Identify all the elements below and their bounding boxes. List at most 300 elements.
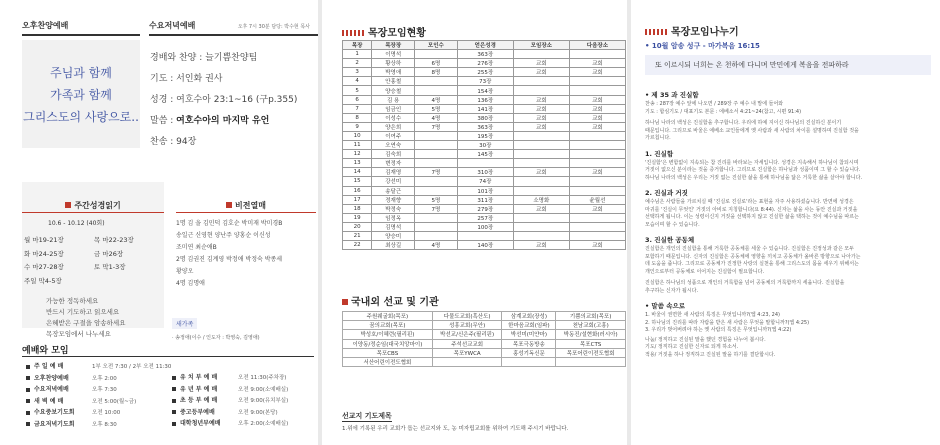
table-cell: 101장 xyxy=(457,186,513,195)
table-cell: 기쁨의교회(목포) xyxy=(556,312,626,321)
bullet-icon xyxy=(172,422,176,426)
table-cell xyxy=(569,50,625,59)
table-cell: 임정옥 xyxy=(372,213,415,222)
table-cell: 오연숙 xyxy=(372,141,415,150)
table-row xyxy=(343,204,626,213)
worship-list-right xyxy=(172,372,317,430)
lesson-body xyxy=(645,84,931,359)
table-cell: 7 xyxy=(343,104,372,113)
lesson-line: 개인으로부터 공동체로 이어지는 진실함이 필요합니다. xyxy=(645,268,765,275)
header-row xyxy=(22,20,318,36)
table-cell: 교회 xyxy=(569,95,625,104)
table-cell: 교회 xyxy=(569,204,625,213)
table-cell: 정재향 xyxy=(372,195,415,204)
lesson-line: 포함하기 때문입니다. 신자의 진실함은 공동체에 영향을 끼치고 공동체가 올바른 방향으로 나아가는 xyxy=(645,253,861,260)
table-cell xyxy=(415,213,458,222)
bullet-icon xyxy=(26,388,30,392)
table-cell: 한마음교회(임파) xyxy=(502,321,556,330)
table-cell xyxy=(415,177,458,186)
table-cell: 변정자 xyxy=(372,159,415,168)
table-row xyxy=(343,113,626,122)
table-row xyxy=(343,231,626,240)
bible-reading-title: 주간성경읽기 xyxy=(22,200,164,211)
table-cell: 6 xyxy=(343,95,372,104)
table-cell: 박선미(미얀마) xyxy=(502,330,556,339)
table-cell: 7명 xyxy=(415,122,458,131)
worship-list-left xyxy=(26,361,176,430)
table-cell: 20 xyxy=(343,222,372,231)
table-cell: 이양동/정순임(대국치앙마이) xyxy=(343,339,433,348)
lesson-line: 진실함은 하나님의 성품으로 개인의 거룩함을 넘어 공동체의 거룩함까지 세웁니다. 진실함을 xyxy=(645,280,845,286)
table-cell: 18 xyxy=(343,204,372,213)
lesson-line: 2. 하나님의 진리를 따라 자람을 받은 새 사람은 무엇을 말합니까?(엡 4:25) xyxy=(645,319,810,326)
table-cell: 22 xyxy=(343,241,372,250)
worship-row: 유 년 부 예 배 오전 9:00(소예배실) xyxy=(172,384,317,396)
table-cell xyxy=(415,159,458,168)
table-cell: 꿈의교회(목포) xyxy=(343,321,433,330)
table-cell: 13 xyxy=(343,159,372,168)
table-row xyxy=(343,150,626,159)
table-cell: 교회 xyxy=(569,68,625,77)
table-cell: 양은희 xyxy=(372,122,415,131)
table-cell xyxy=(513,186,569,195)
table-cell: 257장 xyxy=(457,213,513,222)
table-cell xyxy=(415,231,458,240)
table-cell: 김숙희 xyxy=(372,150,415,159)
memory-verse-ref: • 10월 암송 성구 - 마가복음 16:15 xyxy=(645,42,760,50)
table-cell: 3 xyxy=(343,68,372,77)
table-cell: 5 xyxy=(343,86,372,95)
lesson-line: '진실함'은 변함없이 지속되는 참 진리를 바라보는 자세입니다. 성경은 지속해서 하나님이 참되시며 xyxy=(645,159,859,166)
table-row xyxy=(343,104,626,113)
table-cell xyxy=(415,222,458,231)
new-family-box xyxy=(172,318,315,341)
table-cell: 14 xyxy=(343,168,372,177)
lesson-text xyxy=(645,199,931,229)
theme-line: 그리스도의 사랑으로.. xyxy=(23,110,139,124)
stripe-icon xyxy=(342,30,364,36)
table-cell xyxy=(513,222,569,231)
table-row xyxy=(343,213,626,222)
table-cell: 136장 xyxy=(457,95,513,104)
table-row xyxy=(343,68,626,77)
worship-row: 오후찬양예배 오후 2:00 xyxy=(26,373,176,385)
table-cell xyxy=(569,231,625,240)
table-cell: 윤월선 xyxy=(569,195,625,204)
table-cell xyxy=(569,86,625,95)
table-cell xyxy=(513,141,569,150)
bullet-icon xyxy=(172,399,176,403)
table-header-cell: 모임장소 xyxy=(513,41,569,50)
table-cell: 255장 xyxy=(457,68,513,77)
worship-row: 유 치 부 예 배 오전 11:30(주차장) xyxy=(172,372,317,384)
table-cell: 73장 xyxy=(457,77,513,86)
table-row xyxy=(343,357,626,366)
table-cell: 5명 xyxy=(415,104,458,113)
lesson-line: 가르칩니다. xyxy=(645,135,671,141)
table-cell: 교회 xyxy=(513,104,569,113)
panel-groups xyxy=(322,0,627,445)
table-cell: 8명 xyxy=(415,68,458,77)
table-cell: 교회 xyxy=(513,241,569,250)
worship-row: 주 일 예 배 1부 오전 7:30 / 2부 오전 11:30 xyxy=(26,361,176,373)
table-cell: 교회 xyxy=(513,68,569,77)
table-row xyxy=(343,95,626,104)
table-cell: 임금인 xyxy=(372,104,415,113)
table-cell: 10 xyxy=(343,131,372,140)
table-cell: 송달근 xyxy=(372,186,415,195)
table-cell xyxy=(502,357,556,366)
table-cell: 교회 xyxy=(513,113,569,122)
table-cell xyxy=(415,141,458,150)
table-cell: 145장 xyxy=(457,150,513,159)
panel-worship xyxy=(0,0,318,445)
table-cell xyxy=(569,177,625,186)
table-row xyxy=(343,122,626,131)
table-cell: 교회 xyxy=(569,113,625,122)
table-cell: 140장 xyxy=(457,241,513,250)
table-cell: 다물도교회(흑산도) xyxy=(432,312,502,321)
table-cell: 성흥교회(무안) xyxy=(432,321,502,330)
table-cell: 363장 xyxy=(457,50,513,59)
group-status-table xyxy=(342,40,626,250)
table-header-row xyxy=(343,41,626,50)
worship-row: 대학청년부예배 오후 2:00(소예배실) xyxy=(172,418,317,430)
table-row xyxy=(343,159,626,168)
lesson-text xyxy=(645,160,931,183)
table-row xyxy=(343,131,626,140)
bullet-icon xyxy=(26,365,30,369)
table-cell: 목포극동방송 xyxy=(502,339,556,348)
table-cell: 소명화 xyxy=(513,195,569,204)
table-row xyxy=(343,348,626,357)
table-row xyxy=(343,222,626,231)
header-divider xyxy=(149,34,318,36)
table-cell: 17 xyxy=(343,195,372,204)
table-cell: 11 xyxy=(343,141,372,150)
table-cell: 363장 xyxy=(457,122,513,131)
square-icon xyxy=(65,202,71,208)
table-cell: 목포어린이전도협회 xyxy=(556,348,626,357)
table-cell xyxy=(513,86,569,95)
table-cell: 교회 xyxy=(513,168,569,177)
table-row xyxy=(343,177,626,186)
table-row xyxy=(343,141,626,150)
table-cell: 4명 xyxy=(415,95,458,104)
afternoon-service-title: 오후찬양예배 xyxy=(22,20,140,36)
table-cell xyxy=(513,159,569,168)
service-time-note: 오후 7시 30분 담당: 박수현 목사 xyxy=(237,24,310,30)
table-cell xyxy=(569,186,625,195)
lesson-line: 하나님 나라의 백성은 진실함을 추구합니다. 우리에 하예 지이신 하나님의 진실하신 분이기 xyxy=(645,120,842,126)
table-cell xyxy=(569,213,625,222)
service-order xyxy=(150,48,315,153)
bullet-icon xyxy=(172,410,176,414)
lesson-line: 하나님 나라의 백성은 우리는 거짓 없는 진실한 삶을 통해 하나님을 닮은 거룩한 삶을 살아야 합니다. xyxy=(645,174,863,181)
table-cell: 100장 xyxy=(457,222,513,231)
table-header-cell: 모인수 xyxy=(415,41,458,50)
square-icon xyxy=(226,202,232,208)
table-cell: 교회 xyxy=(513,204,569,213)
table-cell: 교회 xyxy=(569,59,625,68)
table-cell xyxy=(513,213,569,222)
table-cell xyxy=(513,231,569,240)
table-header-cell: 얻은성경 xyxy=(457,41,513,50)
worship-row: 수요중보기도회 오전 10:00 xyxy=(26,407,176,419)
table-header-cell: 목장장 xyxy=(372,41,415,50)
table-cell xyxy=(569,141,625,150)
table-cell: 김 용 xyxy=(372,95,415,104)
table-cell xyxy=(415,186,458,195)
order-item: 경배와 찬양 : 늘기쁨찬양팀 xyxy=(150,53,258,63)
new-family-tag: 새가족 xyxy=(172,318,197,329)
lesson-line: 추구하는 신자가 됩시다. xyxy=(645,287,699,294)
table-row xyxy=(343,168,626,177)
reading-row: 주일 막4-5장 xyxy=(24,276,62,285)
lesson-line: 모습이며 할 수 있습니다. xyxy=(645,221,700,228)
theme-box xyxy=(22,40,140,148)
bullet-icon xyxy=(172,376,176,380)
lesson-heading: • 말씀 속으로 xyxy=(645,302,686,310)
table-cell: 30장 xyxy=(457,141,513,150)
lesson-heading: • 제 35 과 진실함 xyxy=(645,91,699,99)
table-cell: 1 xyxy=(343,50,372,59)
table-cell: 최상길 xyxy=(372,241,415,250)
table-cell: 목포YWCA xyxy=(432,348,502,357)
table-cell: 박동진/설현화(러시아) xyxy=(556,330,626,339)
new-family-text: · 송정애(이수 / 인도자 : 박영숙, 김영애) xyxy=(172,335,260,341)
table-cell xyxy=(457,159,513,168)
lesson-line: 3. 우리가 벗어버려야 하는 옛 사람의 특징은 무엇입니까?(엡 4:22) xyxy=(645,327,792,333)
reading-range: 10.6 - 10.12 (40회) xyxy=(48,220,105,227)
table-cell: 141장 xyxy=(457,104,513,113)
table-cell: 7명 xyxy=(415,168,458,177)
lesson-line: 적용/ 거짓을 하나 정직하고 진실된 말을 하기를 결단합시다. xyxy=(645,351,776,358)
theme-line: 주님과 함께 xyxy=(50,66,112,80)
table-cell xyxy=(415,86,458,95)
table-cell xyxy=(513,50,569,59)
table-cell: 154장 xyxy=(457,86,513,95)
table-row xyxy=(343,77,626,86)
lesson-line: 때문입니다. 그리므로 바울은 에베소 교인들에게 옛 사람과 새 사람의 차이를 설명하며 진실함 것을 xyxy=(645,127,859,134)
memory-verse: 또 이르시되 너희는 온 천하에 다니며 만민에게 복음을 전파하라 xyxy=(645,55,931,75)
wednesday-service-title: 수요저녁예배 xyxy=(149,21,196,30)
table-row xyxy=(343,339,626,348)
lesson-heading: 3. 진실한 공동체 xyxy=(645,236,695,244)
reading-row: 화 마24-25장 금 마26장 xyxy=(24,249,124,258)
lesson-line: 진실함은 개인의 진실함을 통해 거룩한 공동체를 세울 수 있습니다. 진실함은 진정성과 같은 모두 xyxy=(645,246,855,252)
table-cell xyxy=(513,77,569,86)
worship-row: 중고등부예배 오전 9:00(본당) xyxy=(172,407,317,419)
lesson-heading: 2. 진실과 거짓 xyxy=(645,189,688,197)
table-cell: 21 xyxy=(343,231,372,240)
bullet-icon xyxy=(26,422,30,426)
table-cell: 교회 xyxy=(513,59,569,68)
table-row xyxy=(343,321,626,330)
table-header-cell: 목장 xyxy=(343,41,372,50)
table-cell: 서산어린이전도협회 xyxy=(343,357,433,366)
table-cell: 교회 xyxy=(569,241,625,250)
reading-guide: 가능한 정독하세요 반드시 기도하고 읽으세요 은혜받은 구절을 암송하세요 목장모임에서 나누세요 xyxy=(46,297,126,338)
lesson-text xyxy=(645,101,931,143)
table-cell: 박영애 xyxy=(372,68,415,77)
table-cell xyxy=(415,150,458,159)
table-cell: 9 xyxy=(343,122,372,131)
table-cell: 16 xyxy=(343,186,372,195)
lesson-line: 선택하게 됩니다. 이는 성령이신지 거짓을 선택하지 않고 진실한 삶을 택하는 것이 예수님을 따르는 xyxy=(645,214,859,220)
worship-row: 초 등 부 예 배 오전 9:00(유치부실) xyxy=(172,395,317,407)
table-row xyxy=(343,86,626,95)
worship-divider xyxy=(22,356,314,357)
table-cell xyxy=(569,131,625,140)
lesson-line: 나눔/ 정직하고 진실된 말을 했던 경험을 나누어 봅시다. xyxy=(645,336,766,343)
panel-sharing xyxy=(631,0,940,445)
vision-list: 1명 김 을 김민덕 김호순 박미재 박미경B 송일근 신영현 양난주 양홍순 이신성 조미연 최순애B 2명 김권진 김계영 박정애 박정숙 박종세 황양오 4명 김명애 xyxy=(176,220,283,287)
lesson-text xyxy=(645,246,931,295)
table-cell: 김재영 xyxy=(372,168,415,177)
lesson-text xyxy=(645,312,931,335)
worship-row: 새 벽 예 배 오전 5:00(월~금) xyxy=(26,396,176,408)
table-cell: 양승미 xyxy=(372,231,415,240)
lesson-line: 1. 바울이 권면한 새 사람의 특징은 무엇입니까?(엡 4:23, 24) xyxy=(645,312,780,318)
table-cell xyxy=(569,77,625,86)
table-cell: 주원웨굴회(목포) xyxy=(343,312,433,321)
worship-title: 예배와 모임 xyxy=(22,346,69,356)
table-cell xyxy=(415,50,458,59)
table-cell: 교회 xyxy=(569,122,625,131)
sharing-title: 목장모임나누기 xyxy=(645,23,739,38)
worship-row: 금요저녁기도회 오후 8:30 xyxy=(26,419,176,431)
lesson-line: 기도/ 정직하고 진실한 신자로 되게 하소서. xyxy=(645,344,739,350)
table-cell xyxy=(432,357,502,366)
table-cell: 4명 xyxy=(415,113,458,122)
table-cell: 교회 xyxy=(513,122,569,131)
title-underline xyxy=(22,212,164,213)
square-icon xyxy=(342,299,348,305)
theme-line: 가족과 함께 xyxy=(50,88,112,102)
lesson-line: 기도 : 합심기도 / 대표기도 본문 : 에베소서 4:21~24(참고, 시편 91:4) xyxy=(645,108,802,115)
table-cell: 안홍철 xyxy=(372,77,415,86)
table-cell xyxy=(569,159,625,168)
table-cell: 황상하 xyxy=(372,59,415,68)
table-cell: 이성수 xyxy=(372,113,415,122)
table-cell: 이명석 xyxy=(372,50,415,59)
table-cell: 교회 xyxy=(569,104,625,113)
table-cell: 310장 xyxy=(457,168,513,177)
lesson-line: 마귀를 '진실이 무엇인' 거짓의 아비로 지칭합니다(요 8:44). 신자는 삶을 사는 동안 진실과 거짓을 xyxy=(645,206,858,213)
order-item: 성경 : 여호수아 23:1~16 (구p.355) xyxy=(150,95,298,105)
table-cell: 311장 xyxy=(457,195,513,204)
table-cell: 5명 xyxy=(415,195,458,204)
reading-row: 수 마27-28장 토 막1-3장 xyxy=(24,263,126,271)
bullet-icon xyxy=(26,399,30,403)
bullet-icon xyxy=(26,376,30,380)
order-item: 찬송 : 94장 xyxy=(150,137,197,147)
table-cell: 74장 xyxy=(457,177,513,186)
bullet-icon xyxy=(172,387,176,391)
table-cell: 279장 xyxy=(457,204,513,213)
table-cell xyxy=(513,131,569,140)
mission-table xyxy=(342,311,626,367)
table-cell: 박성호/이혜련(필리핀) xyxy=(343,330,433,339)
table-cell xyxy=(556,357,626,366)
table-cell: 박선교/신은주(필리핀) xyxy=(432,330,502,339)
table-cell: 홍성기독신문 xyxy=(502,348,556,357)
table-cell xyxy=(569,150,625,159)
table-cell: 이여주 xyxy=(372,131,415,140)
table-cell: 양승철 xyxy=(372,86,415,95)
table-cell: 12 xyxy=(343,150,372,159)
worship-row: 수요저녁예배 오후 7:30 xyxy=(26,384,176,396)
table-cell: 박정숙 xyxy=(372,204,415,213)
lesson-line: 거짓이 없으신 분이라는 것을 증거합니다. 그리므로 진실함은 하나님과 성품이며 그 할 수 있습니다. xyxy=(645,167,861,173)
table-header-cell: 다음장소 xyxy=(569,41,625,50)
vision-title: 비전열매 xyxy=(176,200,316,211)
lesson-heading: 1. 진실함 xyxy=(645,149,674,158)
table-cell xyxy=(415,77,458,86)
table-row xyxy=(343,241,626,250)
table-cell: 천남교회(고흥) xyxy=(556,321,626,330)
table-cell: 7명 xyxy=(415,204,458,213)
mission-title: 국내외 선교 및 기관 xyxy=(342,293,439,308)
order-item: 말씀 : 여호수아의 마지막 유언 xyxy=(150,116,270,126)
table-cell: 삼계교회(장성) xyxy=(502,312,556,321)
table-cell: 목포CTS xyxy=(556,339,626,348)
lesson-line: 찬송 : 287장 예수 앞에 나오면 / 289장 주 예수 내 맘에 들어와 xyxy=(645,101,784,107)
table-row xyxy=(343,330,626,339)
table-cell: 380장 xyxy=(457,113,513,122)
group-status-title: 목장모임현황 xyxy=(342,24,426,39)
lesson-text xyxy=(645,337,931,360)
table-cell: 4명 xyxy=(415,241,458,250)
mission-prayer-text: 1.위에 기록된 우리 교회가 돕는 선교지와 도, 농 미자립교회를 위하여 기도해 주시기 바랍니다. xyxy=(342,426,569,432)
title-underline xyxy=(176,212,316,213)
table-row xyxy=(343,50,626,59)
table-cell: 15 xyxy=(343,177,372,186)
table-row xyxy=(343,186,626,195)
table-cell: 강선미 xyxy=(372,177,415,186)
table-cell: 195장 xyxy=(457,131,513,140)
lesson-line: 예수님은 사람들을 가르치실 때 '진실로 진실로'라는 표현을 자주 사용하셨습니다. 반면에 성경은 xyxy=(645,199,854,205)
table-cell: 6명 xyxy=(415,59,458,68)
table-cell: 교회 xyxy=(569,168,625,177)
bullet-icon xyxy=(26,411,30,415)
lesson-line: 데 도움을 줍니다. 그리므로 공동체가 진정한 사랑의 실천을 통해 그리스도의 몸을 세우기 위해서는 xyxy=(645,261,859,267)
table-row xyxy=(343,312,626,321)
order-item: 기도 : 서인화 권사 xyxy=(150,74,223,84)
table-cell: 김명석 xyxy=(372,222,415,231)
table-cell xyxy=(513,177,569,186)
reading-list xyxy=(24,234,164,288)
table-cell xyxy=(569,222,625,231)
table-cell: 2 xyxy=(343,59,372,68)
table-cell: 목포CBS xyxy=(343,348,433,357)
table-cell: 19 xyxy=(343,213,372,222)
table-cell: 주석선교교회 xyxy=(432,339,502,348)
table-cell xyxy=(457,231,513,240)
table-cell: 8 xyxy=(343,113,372,122)
table-cell xyxy=(513,150,569,159)
stripe-icon xyxy=(645,29,667,35)
reading-row: 월 마19-21장 목 마22-23장 xyxy=(24,236,134,244)
table-cell: 4 xyxy=(343,77,372,86)
mission-prayer-title: 선교지 기도제목 xyxy=(342,412,392,420)
table-cell: 교회 xyxy=(513,95,569,104)
table-cell xyxy=(415,131,458,140)
table-row xyxy=(343,195,626,204)
table-row xyxy=(343,59,626,68)
table-cell: 276장 xyxy=(457,59,513,68)
